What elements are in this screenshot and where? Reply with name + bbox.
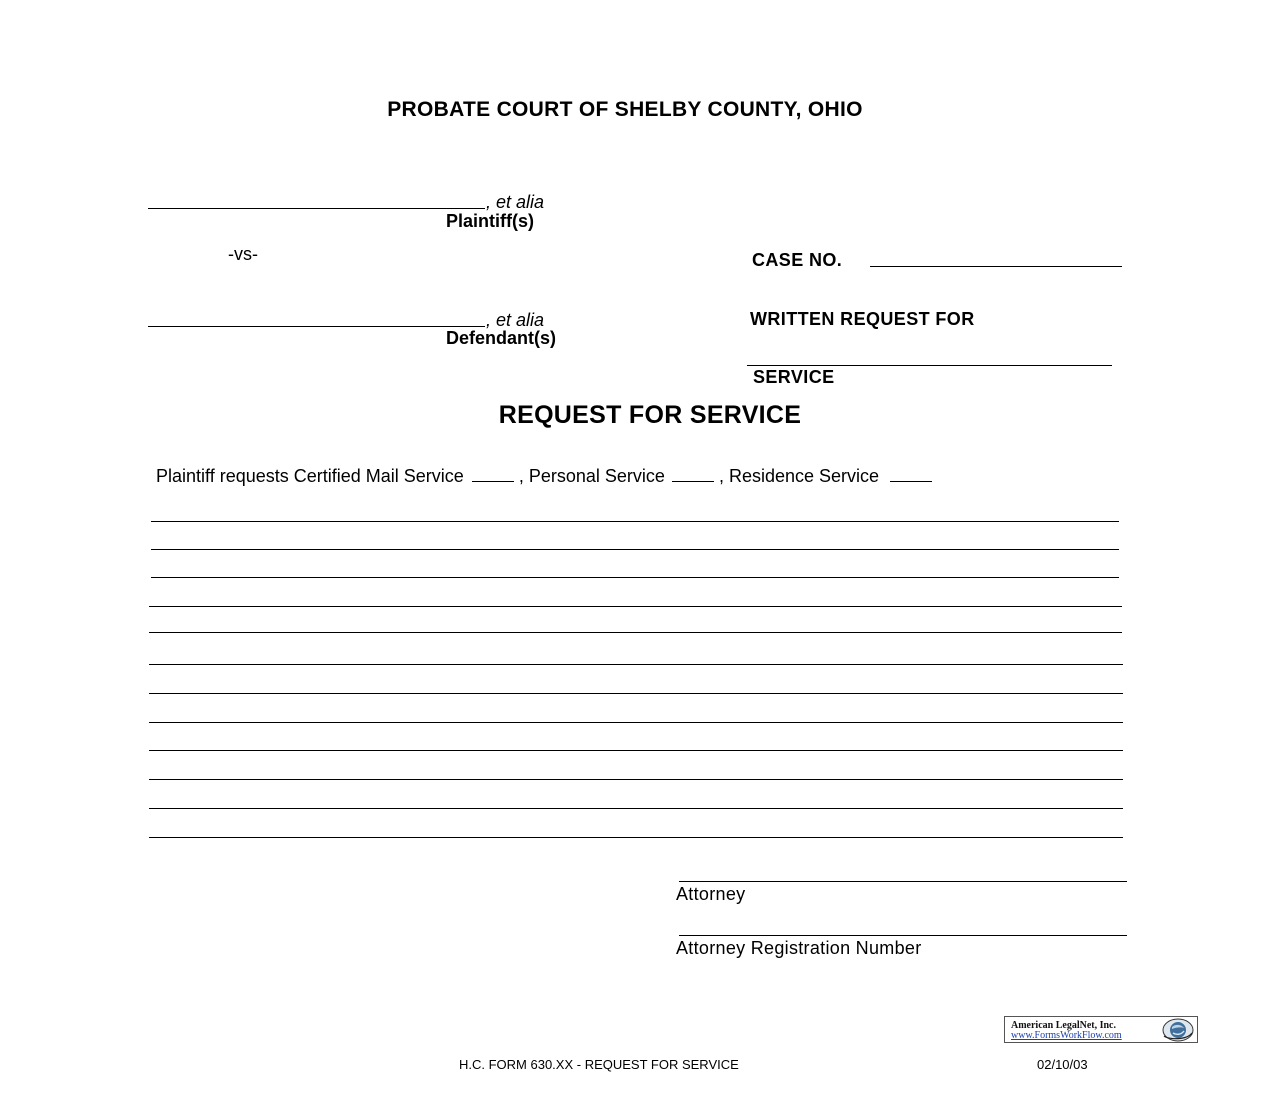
defendant-label: Defendant(s) bbox=[446, 328, 557, 348]
writing-line[interactable] bbox=[149, 664, 1123, 665]
defendant-et-alia: , et alia bbox=[486, 310, 545, 330]
service-type-field[interactable] bbox=[747, 365, 1112, 366]
writing-line[interactable] bbox=[149, 750, 1123, 751]
attorney-registration-field[interactable] bbox=[679, 935, 1127, 936]
residence-service-label: , Residence Service bbox=[718, 466, 880, 486]
publisher-name: American LegalNet, Inc. bbox=[1011, 1020, 1116, 1031]
attorney-label: Attorney bbox=[676, 884, 746, 904]
plaintiff-name-field[interactable] bbox=[148, 208, 485, 209]
writing-line[interactable] bbox=[151, 549, 1119, 550]
plaintiff-et-alia: , et alia bbox=[486, 192, 545, 212]
case-no-field[interactable] bbox=[870, 266, 1122, 267]
form-date-footer: 02/10/03 bbox=[1037, 1057, 1088, 1072]
attorney-registration-label: Attorney Registration Number bbox=[676, 938, 922, 958]
publisher-url-link[interactable]: www.FormsWorkFlow.com bbox=[1011, 1030, 1122, 1041]
writing-line[interactable] bbox=[149, 837, 1123, 838]
writing-line[interactable] bbox=[149, 808, 1123, 809]
writing-line[interactable] bbox=[149, 632, 1122, 633]
publisher-badge[interactable] bbox=[1004, 1016, 1198, 1043]
written-request-label: WRITTEN REQUEST FOR bbox=[750, 309, 975, 329]
service-request-row bbox=[156, 466, 932, 487]
defendant-name-field[interactable] bbox=[148, 326, 485, 327]
personal-service-label: , Personal Service bbox=[518, 466, 665, 486]
versus-label: -vs- bbox=[228, 244, 258, 264]
attorney-signature-field[interactable] bbox=[679, 881, 1127, 882]
certified-mail-blank[interactable] bbox=[472, 467, 514, 482]
writing-line[interactable] bbox=[151, 521, 1119, 522]
residence-service-blank[interactable] bbox=[890, 467, 932, 482]
service-label: SERVICE bbox=[753, 367, 835, 387]
form-id-footer: H.C. FORM 630.XX - REQUEST FOR SERVICE bbox=[459, 1057, 739, 1072]
form-title: REQUEST FOR SERVICE bbox=[498, 401, 802, 429]
court-title: PROBATE COURT OF SHELBY COUNTY, OHIO bbox=[387, 98, 863, 121]
writing-line[interactable] bbox=[149, 606, 1122, 607]
globe-logo-icon bbox=[1160, 1018, 1194, 1042]
plaintiff-label: Plaintiff(s) bbox=[446, 211, 534, 231]
case-no-label: CASE NO. bbox=[752, 250, 843, 270]
personal-service-blank[interactable] bbox=[672, 467, 714, 482]
writing-line[interactable] bbox=[149, 693, 1123, 694]
writing-line[interactable] bbox=[151, 577, 1119, 578]
certified-mail-label: Plaintiff requests Certified Mail Service bbox=[156, 466, 464, 486]
writing-line[interactable] bbox=[149, 779, 1123, 780]
writing-line[interactable] bbox=[149, 722, 1123, 723]
